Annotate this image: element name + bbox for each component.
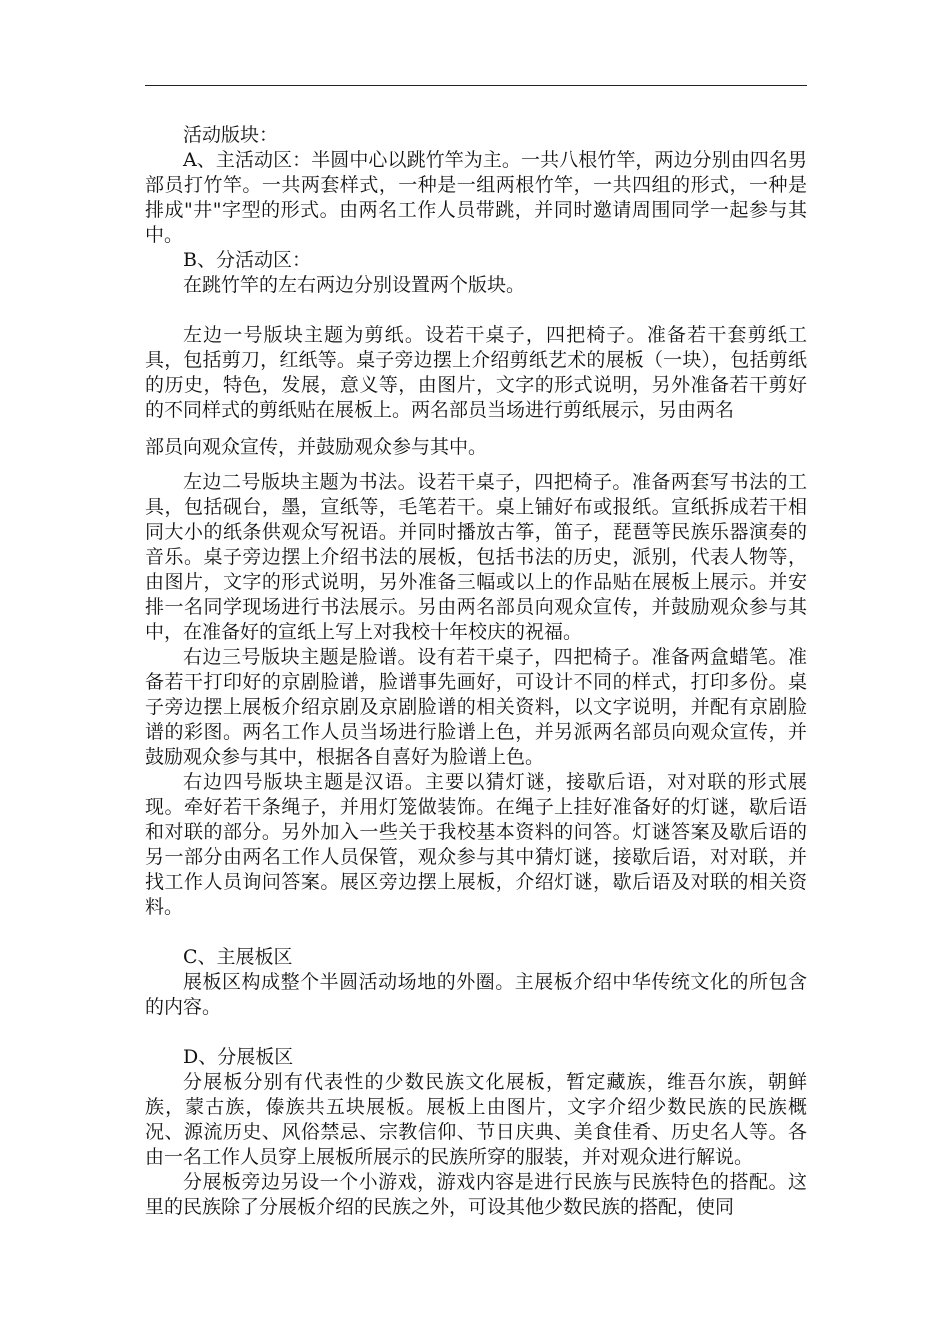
spacer [145,920,807,945]
paragraph-paper-cutting: 左边一号版块主题为剪纸。设若干桌子，四把椅子。准备若干套剪纸工具，包括剪刀，红纸等。桌子旁边摆上介绍剪纸艺术的展板（一块），包括剪纸的历史，特色，发展，意义等，由图片，文字的形式说明，另外准备若干剪好的不同样式的剪纸贴在展板上。两名部员当场进行剪纸展示，另由两名 [145,324,807,421]
paragraph-main-activity-area: A、主活动区：半圆中心以跳竹竿为主。一共八根竹竿，两边分别由四名男部员打竹竿。一共两套样式，一种是一组两根竹竿，一共四组的形式，一种是排成"井"字型的形式。由两名工作人员带跳，并同时邀请周围同学一起参与其中。 [145,149,807,246]
section-heading-sub-activity-area: B、分活动区： [183,249,311,271]
spacer [145,1020,807,1045]
spacer [145,298,807,323]
paragraph-sub-activity-intro: 在跳竹竿的左右两边分别设置两个版块。 [183,274,526,296]
section-heading-main-board-area: C、主展板区 [183,946,293,968]
paragraph-opera-masks: 右边三号版块主题是脸谱。设有若干桌子，四把椅子。准备两盒蜡笔。准备若干打印好的京剧脸谱，脸谱事先画好，可设计不同的样式，打印多份。桌子旁边摆上展板介绍京剧及京剧脸谱的相关资料，以文字说明，并配有京剧脸谱的彩图。两名工作人员当场进行脸谱上色，并另派两名部员向观众宣传，并鼓励观众参与其中，根据各自喜好为脸谱上色。 [145,646,807,768]
paragraph-main-board-area: 展板区构成整个半圆活动场地的外圈。主展板介绍中华传统文化的所包含的内容。 [145,971,807,1018]
spacer [145,460,807,470]
paragraph-calligraphy: 左边二号版块主题为书法。设若干桌子，四把椅子。准备两套写书法的工具，包括砚台，墨，宣纸等，毛笔若干。桌上铺好布或报纸。宣纸拆成若干相同大小的纸条供观众写祝语。并同时播放古筝，笛子，琵琶等民族乐器演奏的音乐。桌子旁边摆上介绍书法的展板，包括书法的历史，派别，代表人物等，由图片，文字的形式说明，另外准备三幅或以上的作品贴在展板上展示。并安排一名同学现场进行书法展示。另由两名部员向观众宣传，并鼓励观众参与其中，在准备好的宣纸上写上对我校十年校庆的祝福。 [145,471,807,643]
paragraph-paper-cutting-continued: 部员向观众宣传，并鼓励观众参与其中。 [145,436,488,458]
section-heading-sub-board-area: D、分展板区 [183,1046,294,1068]
paragraph-chinese-language: 右边四号版块主题是汉语。主要以猜灯谜，接歇后语，对对联的形式展现。牵好若干条绳子，并用灯笼做装饰。在绳子上挂好准备好的灯谜，歇后语和对联的部分。另外加入一些关于我校基本资料的问答。灯谜答案及歇后语的另一部分由两名工作人员保管，观众参与其中猜灯谜，接歇后语，对对联，并找工作人员询问答案。展区旁边摆上展板，介绍灯谜，歇后语及对联的相关资料。 [145,771,807,918]
section-heading-activities: 活动版块： [183,124,279,146]
header-rule [145,85,807,86]
paragraph-mini-game: 分展板旁边另设一个小游戏，游戏内容是进行民族与民族特色的搭配。这里的民族除了分展板介绍的民族之外，可设其他少数民族的搭配，使同 [145,1171,807,1218]
document-body [145,123,807,1220]
paragraph-sub-board-area: 分展板分别有代表性的少数民族文化展板，暂定藏族，维吾尔族，朝鲜族，蒙古族，傣族共五块展板。展板上由图片，文字介绍少数民族的民族概况、源流历史、风俗禁忌、宗教信仰、节日庆典、美食佳肴、历史名人等。各由一名工作人员穿上展板所展示的民族所穿的服装，并对观众进行解说。 [145,1071,807,1168]
